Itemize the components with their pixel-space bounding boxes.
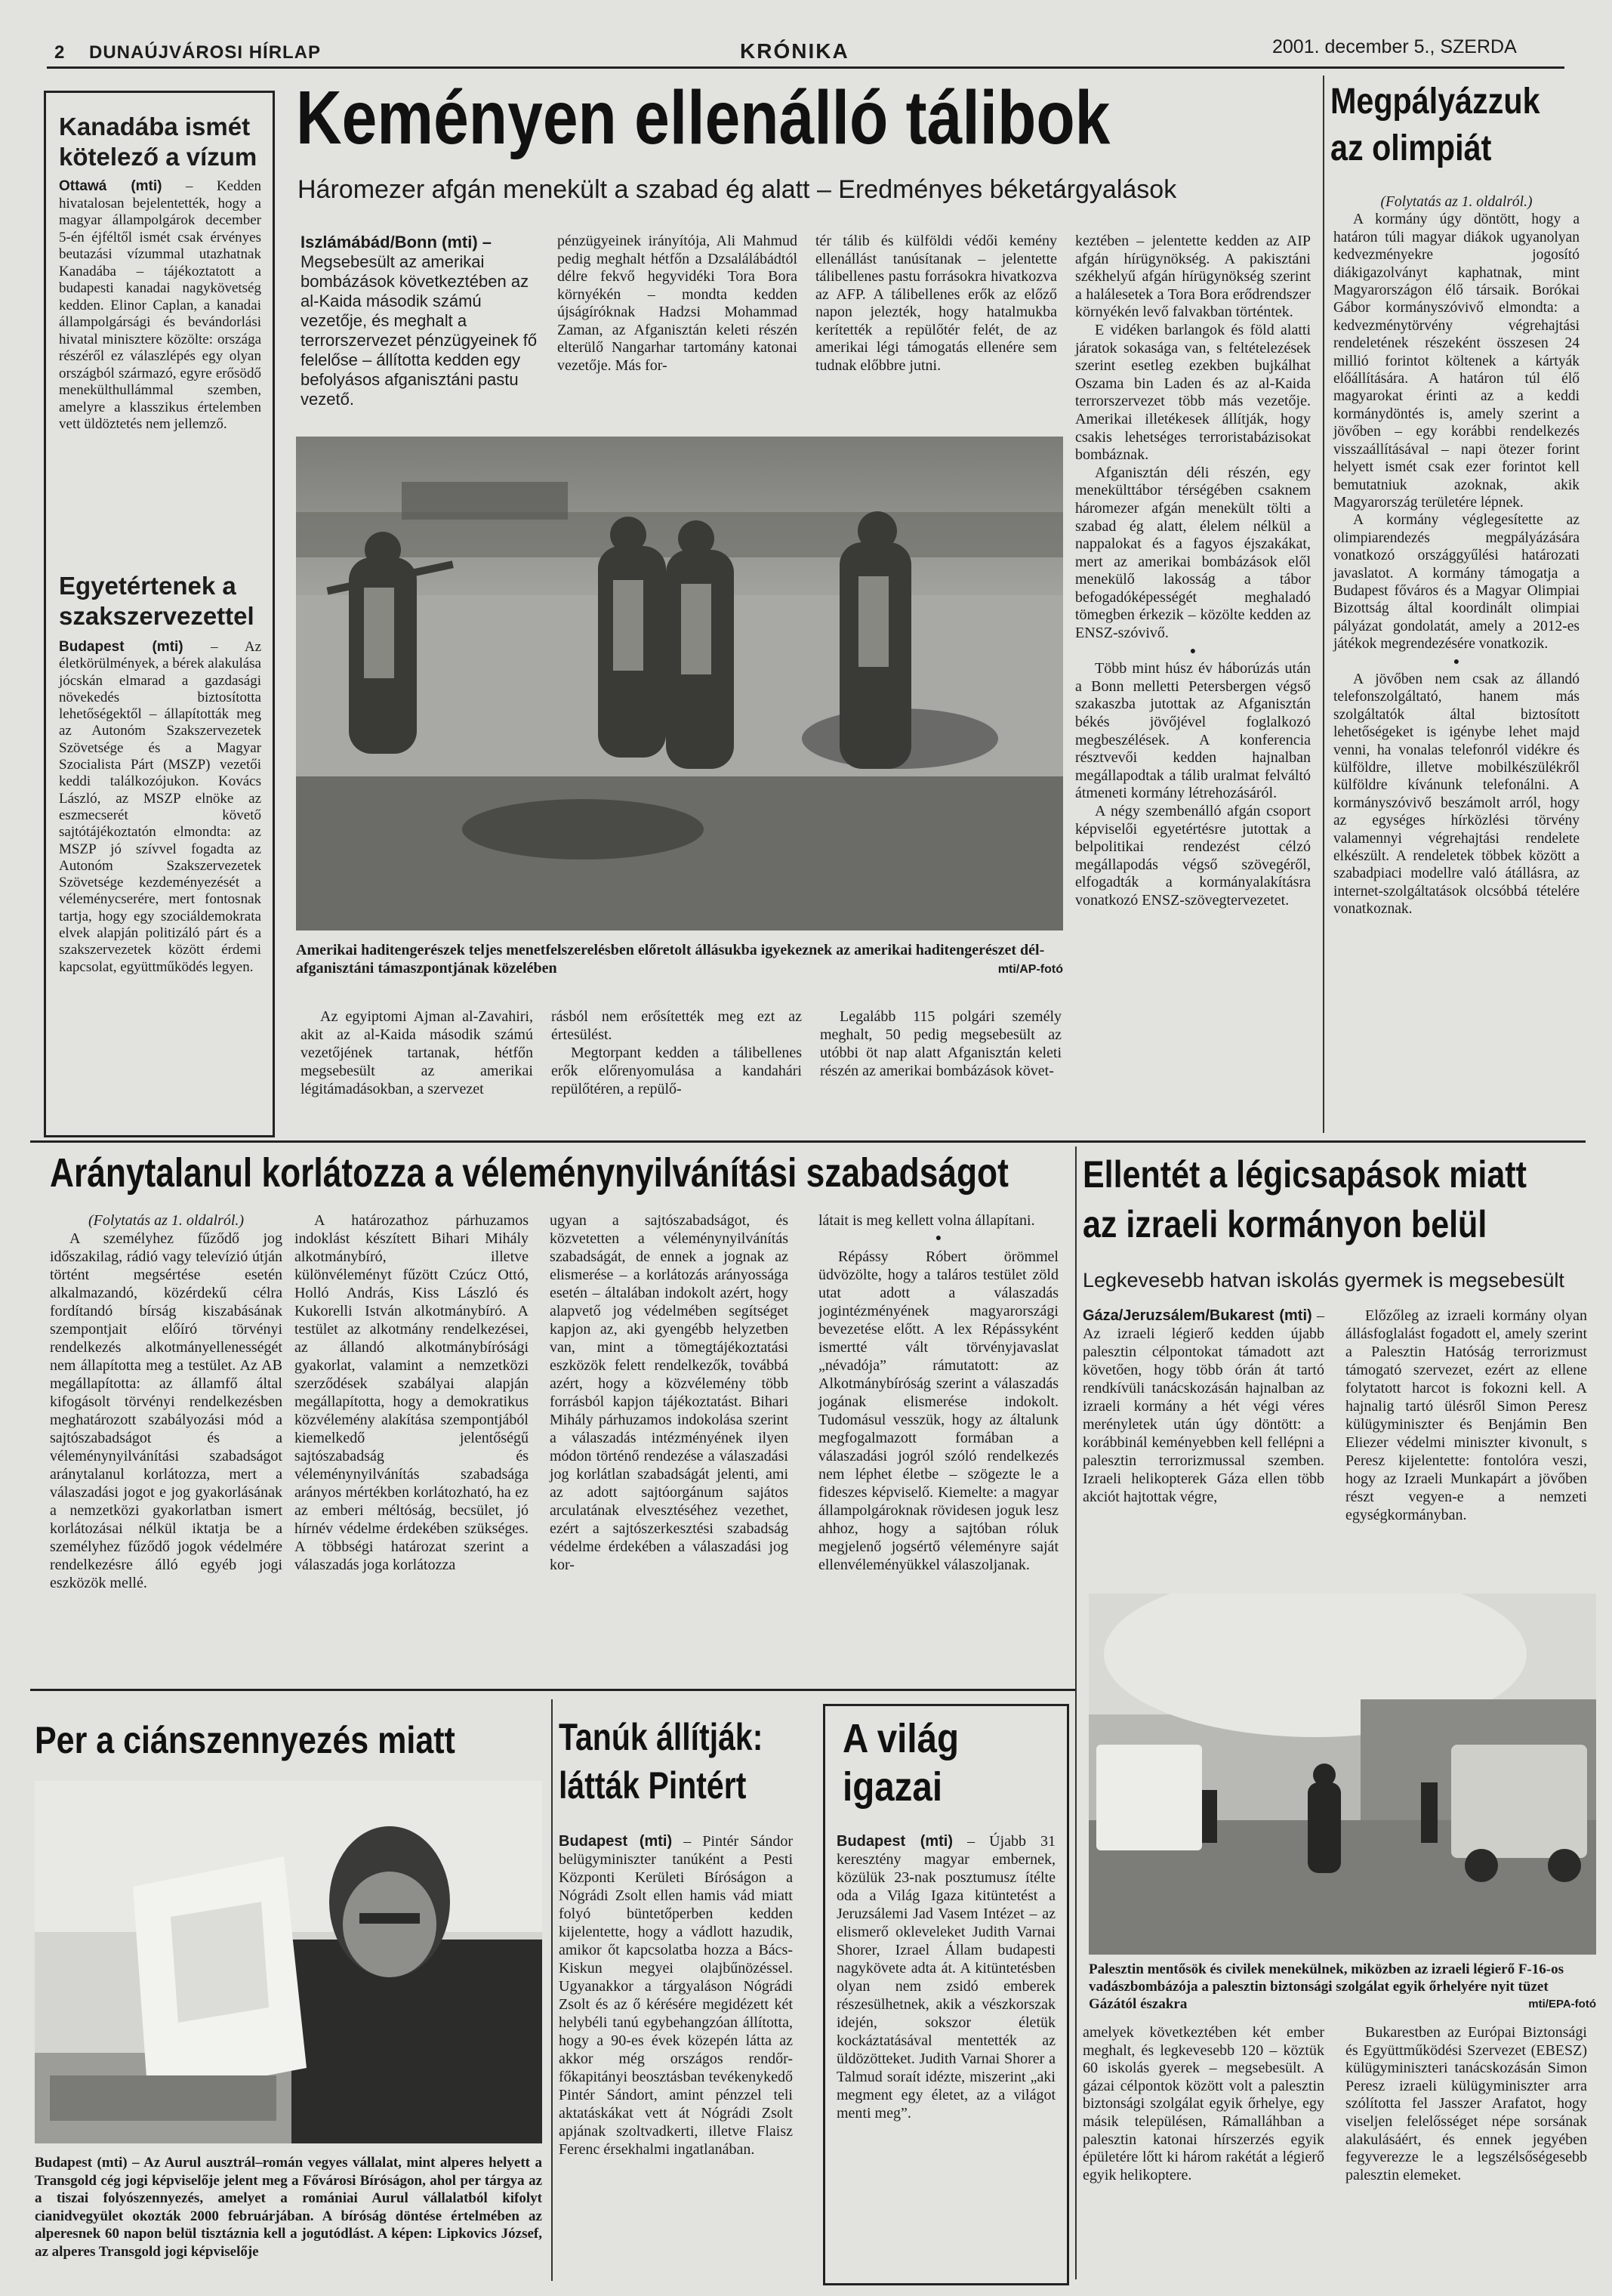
pinter-headline: Tanúk állítják: látták Pintért bbox=[559, 1716, 763, 1807]
israel-bottom-text-2: Bukarestben az Európai Biztonsági és Együttműködési Szervezet (EBESZ) külügyminiszteri tanácskozásán Simon Peresz izraeli külügyminiszter arra szólította fel Jasszer Arafatot, hogy viseljen felelősséget népe sorsának alakulásáért, és ennek jegyében fegyverezze le a legszélsőségesebb palesztin elemeket. bbox=[1345, 2024, 1587, 2183]
lead-right-text-3: Afganisztán déli részén, egy menekülttábor térségében csaknem háromezer afgán menekült tölti a szabad ég alatt, élelem nélkül a nappalokat és a fagyos éjszakákat, mert az amerikai bombázások elől menekülő lakosság a tábor befogadóképességét meghaladó tömegben érkezik – közölte kedden az ENSZ-szóvivő. bbox=[1075, 464, 1311, 642]
gaza-photo-credit: mti/EPA-fotó bbox=[1528, 1998, 1596, 2011]
speech-continued: (Folytatás az 1. oldalról.) bbox=[88, 1212, 245, 1229]
righteous-headline: A világ igazai bbox=[843, 1716, 960, 1810]
sidebar-article-union bbox=[59, 639, 261, 976]
righteous-text: – Újabb 31 keresztény magyar embernek, közülük 23-nak posztumusz ítélte oda a Világ Igaza kitüntetést a Jeruzsálemi Jad Vasem Intézet – az elismerő okleveleket Judith Varnai Shorer, Izrael Állam budapesti nagykövete adta át. A kitüntetésben olyan nem zsidó emberek részesülhetnek, akik a vészkorszak idején, sokszor életük kockáztatásával mentették az üldözötteket. Judith Varnai Shorer a Talmud soraít idézte, miszerint „aki megment egy életet, az a világot menti meg”. bbox=[837, 1833, 1056, 2122]
lead-right-text-5: A négy szembenálló afgán csoport képviselői egyetértésre jutottak a belpolitikai rendezést célzó megállapodás végső szövegéről, elfogadták a kormányalakításra vonatkozó ENSZ-szövegtervezetet. bbox=[1075, 803, 1311, 909]
israel-subheadline: Legkevesebb hatvan iskolás gyermek is megsebesült bbox=[1083, 1269, 1564, 1292]
speech-text-4b: Répássy Róbert örömmel üdvözölte, hogy a taláros testület zöld utat adott a válaszadás jogintézményének magyarországi bevezetése előtt. A lex Répássyként ismertté vált törvényjavaslat „névadója” rámutatott: az Alkotmánybíróság szerint a válaszadás jogának elismerése indokolt. Tudomásul vesszük, hogy az általunk megfogalmazott formában a válaszadási jogról szóló rendelkezés nem léphet életbe – szögezte le a fideszes képviselő. Kiemelte: a magyar állampolgároknak rövidesen joguk lesz ahhoz, hogy a sajtóban róluk megjelenő jogsértő véleményre saját ellenvéleményükkel válaszoljanak. bbox=[818, 1248, 1059, 1573]
cyanide-photo-graphic bbox=[35, 1781, 542, 2143]
olympic-headline: Megpályázzuk az olimpiát bbox=[1330, 82, 1540, 168]
marines-caption bbox=[296, 941, 1063, 979]
column-rule-olympic bbox=[1323, 76, 1324, 1133]
lead-right-text-1: keztében – jelentette kedden az AIP afgán hírügynökség. A pakisztáni székhelyű afgán hírügynökség szerint a halálesetek a Tora Bora erődrendszer környékén levő falvakban történtek. bbox=[1075, 233, 1311, 321]
marines-photo bbox=[296, 437, 1063, 930]
lead-column-3 bbox=[815, 233, 1057, 375]
lead-column-2-text: pénzügyeinek irányítója, Ali Mahmud pedig meghalt hétfőn a Dzsalálábádtól délre fekvő hegyvidéki Tora Bora környékén – mondta kedden újságíróknak Hadzsi Mohammad Zaman, az Afganisztán keleti részén elterülő Nangarhar tartomány katonai vezetője. Más for- bbox=[557, 233, 797, 374]
israel-bottom-column-1 bbox=[1083, 2024, 1324, 2184]
section-rule-2 bbox=[30, 1689, 1075, 1691]
speech-text-4a: látait is meg kellett volna állapítani. bbox=[818, 1212, 1035, 1229]
speech-column-3 bbox=[550, 1211, 788, 1574]
olympic-separator-star: ● bbox=[1453, 656, 1460, 668]
lead-intro-column bbox=[301, 233, 539, 409]
righteous-dateline: Budapest (mti) bbox=[837, 1833, 954, 1850]
olympic-text-2: A kormány véglegesítette az olimpiarendezés megpályázására vonatkozó országgyűlési határozati javaslatot. A kormány támogatja a Budapest főváros és a Magyar Olimpiai Bizottság által koordinált olimpiai pályázat gondolatát, amely a 2012-es játékok megrendezésére vonatkozik. bbox=[1333, 512, 1580, 653]
olympic-article bbox=[1333, 193, 1580, 918]
lead-bottom-text-1: Az egyiptomi Ajman al-Zavahiri, akit az al-Kaida második számú vezetőjének tartanak, hétfőn megsebesült az amerikai légitámadásokban, a szervezet bbox=[301, 1008, 533, 1097]
column-rule-pinter bbox=[551, 1699, 553, 2281]
lead-headline: Keményen ellenálló tálibok bbox=[296, 76, 1111, 160]
israel-headline: Ellentét a légicsapások miatt az izraeli kormányon belül bbox=[1083, 1153, 1527, 1245]
lead-bottom-text-3: Legalább 115 polgári személy meghalt, 50 pedig megsebesült az utóbbi öt nap alatt Afganisztán keleti részén az amerikai bombázások követ- bbox=[820, 1008, 1062, 1079]
marines-caption-text: Amerikai haditengerészek teljes menetfelszerelésben előretolt állásukba igyekeznek az amerikai haditengerészet dél-afganisztáni támaszpontjának közelében bbox=[296, 942, 1045, 977]
section-name: KRÓNIKA bbox=[740, 39, 849, 63]
israel-dateline: Gáza/Jeruzsálem/Bukarest (mti) bbox=[1083, 1307, 1312, 1324]
cyanide-caption-text: Budapest (mti) – Az Aurul ausztrál–román vegyes vállalat, mint alperes helyett a Transgold cég jogi képviselője jelent meg a Fővárosi Bíróságon, ahol per tárgya az a tiszai folyószennyezés, amelyet a romániai Aurul vállalatból kifolyt cianidvegyület okozták 2000 februárjában. A bíróság döntése értelmében az alperesnek 60 napon belül tisztáznia kell a jogutódlást. A képen: Lipkovics József, az alperes Transgold jogi képviselője bbox=[35, 2155, 542, 2260]
israel-text-2: Előzőleg az izraeli kormány olyan állásfoglalást fogadott el, amely szerint a Palesztin Hatóság terrorizmust támogató szervezet, ezért az ellene folytatott harcot is fokozni kell. A hajnalig tartó ülésről Simon Peresz külügyminiszter és Benjámin Ben Eliezer védelmi miniszter kivonult, s Peresz kijelentette: fontolóra veszi, hogy az Izraeli Munkapárt a jövőben részt vegyen-e a nemzeti egységkormányban. bbox=[1345, 1307, 1587, 1523]
sidebar-dateline-visa: Ottawá (mti) bbox=[59, 178, 162, 194]
gaza-caption bbox=[1089, 1961, 1596, 2013]
cyanide-photo bbox=[35, 1781, 542, 2143]
gaza-caption-text: Palesztin mentősök és civilek menekülnek, miközben az izraeli légierő F-16-os vadászbombázója a palesztin biztonsági szolgálat egyik őrhelyére nyit tüzet Gázától északra bbox=[1089, 1961, 1564, 2012]
sidebar-body-union: – Az életkörülmények, a bérek alakulása jócskán elmarad a gazdasági növekedés biztosította lehetőségektől – állapították meg az Autonóm Szakszervezetek Szövetsége és a Magyar Szocialista Párt (MSZP) vezetői keddi találkozójukon. Kovács László, az MSZP elnöke az eszmecserét követő sajtótájékoztatón elmondta: az MSZP jó szívvel fogadta az Autonóm Szakszervezetek Szövetsége kezdeményezését a véleménycserére, mert fontosnak tartja, hogy egy szociáldemokrata elvek alapján politizáló párt és a szakszervezetek között érdemi kapcsolat, együttműködés legyen. bbox=[59, 639, 262, 975]
speech-column-2 bbox=[294, 1211, 529, 1574]
speech-separator-star: ● bbox=[935, 1233, 942, 1244]
speech-text-1: A személyhez fűződő jog időszakilag, rádió vagy televízió útján történt megsértése esetén alkalmazandó, közérdekű célra fordítandó bírság kiszabásának szempontjait előíró törvényi rendelkezés alkotmányellenességét nem állapította meg a testület. Az AB megállapította: az államfő által kifogásolt törvényi rendelkezésben meghatározott szabályozási mód a sajtószabadságot és a véleménynyilvánítási szabadságot aránytalanul korlátozza, mert a válaszadási jogot e jog gyakorlásának a nemzetközi gyakorlatban ismert korlátozásai nélkül iktatja be a személyhez fűződő jogok védelmére rendelkezésre álló egyéb jogi eszközök mellé. bbox=[50, 1230, 282, 1591]
lead-column-3-text: tér tálib és külföldi védői kemény ellenállást tanúsítanak – jelentette tálibellenes pastu forrásokra hivatkozva az AFP. A tálibellenes erők az előző napon jelezték, hogy hatalmukba kerítették a repülőtér felét, de az amerikai légi támogatás ellenére sem tudnak előbbre jutni. bbox=[815, 233, 1057, 374]
israel-text-1: – Az izraeli légierő kedden újabb palesztin célpontokat támadott azt követően, hogy több órán át tartó rendkívüli tanácskozásán hajnalban az izraeli kormány a hét végi véres merényletek után úgy döntött: a korábbinál keményebben kell fellépni a palesztin terrorizmussal szemben. Izraeli helikopterek Gáza ellen több akciót hajtottak végre, bbox=[1083, 1307, 1324, 1505]
olympic-text-1: A kormány úgy döntött, hogy a határon túli magyar diákok ugyanolyan kedvezményekre jogosító diákigazolványt kaphatnak, mint Magyarországon élő társaik. Borókai Gábor kormányszóvivő elmondta: a kedvezménytörvény végrehajtási rendeletének részeként összesen 24 millió forintot költenek a kártyák előállítására. A határon túl élő magyarokat érinti az a keddi kormánydöntés is, amely szerint a jövőben – egy korábbi rendelkezés visszaállításával – napi ötezer forint helyett ismét csak ezer forintot kell bemutatniuk azoknak, akik Magyarország területére lépnek. bbox=[1333, 211, 1580, 511]
pinter-text: – Pintér Sándor belügyminiszter tanúként a Pesti Központi Kerületi Bíróságon a Nógrádi Zsolt ellen hamis vád miatt folyó büntetőperben kedden kijelentette, hogy a vádlott hazudik, amikor őt kapcsolatba hozza a Bács-Kiskun megyei olajbűnözéssel. Ugyanakkor a tárgyaláson Nógrádi Zsolt és az ő kérésére megidézett két helybéli tanú egybehangzóan állította, hogy a 90-es évek közepén látta az akkor még országos rendőr-főkapitányi beosztásban tevékenykedő Pintér Sándort, amint pénzzel teli aktatáskákat vett át Nógrádi Zsolt apjának szoltvadkerti, illetve Flaisz Ferenc érsekhalmi ingatlanában. bbox=[559, 1833, 793, 2158]
speech-headline: Aránytalanul korlátozza a véleménynyilvánítási szabadságot bbox=[50, 1150, 1009, 1196]
lead-bottom-text-2b: Megtorpant kedden a tálibellenes erők előrenyomulása a kandahári repülőtéren, a repülő- bbox=[551, 1045, 802, 1097]
olympic-continued: (Folytatás az 1. oldalról.) bbox=[1380, 194, 1533, 210]
lead-right-text-2: E vidéken barlangok és föld alatti járatok sokasága van, s feltételezések szerint esetleg ezekben bujkálhat Oszama bin Laden és az al-Kaida terrorszervezet több más vezetője. Amerikai illetékesek állítják, hogy csakis lehetséges terroristabázisokat bombáznak. bbox=[1075, 321, 1311, 464]
lead-right-column bbox=[1075, 233, 1311, 910]
issue-date: 2001. december 5., SZERDA bbox=[1272, 36, 1517, 57]
page-number: 2 bbox=[54, 42, 65, 63]
separator-star: ● bbox=[1189, 645, 1197, 657]
pinter-article bbox=[559, 1832, 793, 2159]
sidebar-article-visa bbox=[59, 178, 261, 434]
header-rule bbox=[47, 66, 1564, 69]
paper-name: DUNAÚJVÁROSI HÍRLAP bbox=[89, 42, 322, 63]
lead-intro-text: Megsebesült az amerikai bombázások következtében az al-Kaida második számú vezetője, és meghalt a terrorszervezet pénzügyeinek fő felelőse – állította kedden egy befolyásos afganisztáni pastu vezető. bbox=[301, 252, 538, 409]
olympic-text-3: A jövőben nem csak az állandó telefonszolgáltató, hanem más szolgáltatók által biztosított lehetőségeket is igénybe lehet majd venni, ha vonalas telefonról vidékre és külföldre, illetve mobilkészülékről külföldre kívánunk telefonálni. A kormányszóvivő beszámolt arról, hogy az egységes hírközlési törvény valamennyi végrehajtási rendelete elkészült. A rendeletek többek között a szabadpiaci modellre való átállásra, az internet-szolgáltatások olcsóbbá tételére vonatkoznak. bbox=[1333, 671, 1580, 918]
lead-column-2 bbox=[557, 233, 797, 375]
speech-column-1 bbox=[50, 1211, 282, 1592]
speech-column-4 bbox=[818, 1211, 1059, 1574]
lead-bottom-column-1 bbox=[301, 1008, 533, 1098]
pinter-dateline: Budapest (mti) bbox=[559, 1833, 673, 1850]
israel-bottom-column-2 bbox=[1345, 2024, 1587, 2184]
lead-bottom-column-3 bbox=[820, 1008, 1062, 1080]
israel-bottom-text-1: amelyek következtében két ember meghalt, és legkevesebb 120 – köztük 60 iskolás gyerek – megsebesült. A gázai célpontok között volt a palesztin biztonsági szolgálat egyik őrhelye, egy másik településen, Rámalláhban a palesztin katonai hírszerzés egyik épületére lőtt ki három rakétát a légierő egyik helikoptere. bbox=[1083, 2024, 1324, 2183]
speech-text-3: ugyan a sajtószabadságot, és közvetetten a véleménynyilvánítás szabadságát, de ennek a jognak az elismerése – a korlátozás arányossága esetén – általában indokolt azért, hogy alapvető jog védelmében segítséget kapjon az, aki gyengébb helyzetben van, mint a tömegtájékoztatási eszközök felett rendelkezők, továbbá azért, hogy a közvélemény több forrásból kapjon tájékoztatást. Bihari Mihály párhuzamos indokolása szerint a válaszadás intézményének ilyen módon történő rendezése a válaszadási jog korlátlan szabadságát jelenti, ami az adott sajtóorgánum sajátos arculatának elvesztéséhez vezethet, ezért a sajtószerkesztési szabadság védelme érdekében a válaszadási jog kor- bbox=[550, 1212, 788, 1573]
lead-right-text-4: Több mint húsz év háborúzás után a Bonn melletti Petersbergen végső szakaszba jutottak az Afganisztán békés jövőjével foglalkozó megbeszélések. A konferencia résztvevői kedden hajnalban megállapodtak a tálib uralmat felváltó átmeneti kormány létrehozásáról. bbox=[1075, 660, 1311, 802]
gaza-photo bbox=[1089, 1594, 1596, 1955]
sidebar-headline-visa: Kanadába ismét kötelező a vízum bbox=[59, 113, 257, 171]
cyanide-caption bbox=[35, 2154, 542, 2261]
sidebar-headline-union: Egyetértenek a szakszervezettel bbox=[59, 572, 254, 630]
righteous-article bbox=[837, 1832, 1056, 2122]
lead-bottom-text-2a: rásból nem erősítették meg ezt az értesülést. bbox=[551, 1008, 802, 1043]
israel-column-2 bbox=[1345, 1307, 1587, 1524]
marines-photo-credit: mti/AP-fotó bbox=[997, 963, 1063, 976]
cyanide-headline: Per a ciánszennyezés miatt bbox=[35, 1719, 455, 1761]
marines-photo-graphic bbox=[296, 437, 1063, 930]
lead-dateline: Iszlámábád/Bonn (mti) – bbox=[301, 233, 492, 252]
speech-text-2: A határozathoz párhuzamos indoklást készített Bihari Mihály alkotmánybíró, illetve különvéleményt fűzött Czúcz Ottó, Holló András, Kiss László és Kukorelli István alkotmánybíró. A testület az alkotmány rendelkezései, az állandó alkotmánybírósági gyakorlat, valamint a nemzetközi szerződések szabályai alapján megállapította, hogy a demokratikus közvélemény alakítása szempontjából kiemelkedő jelentőségű sajtószabadság és véleménynyilvánítás szabadsága arányos mértékben korlátozható, ha ez az emberi méltóság, becsület, jó hírnév védelme érdekében szükséges. A többségi határozat szerint a válaszadás joga korlátozza bbox=[294, 1212, 529, 1573]
column-rule-israel bbox=[1075, 1146, 1077, 2279]
lead-subheadline: Háromezer afgán menekült a szabad ég alatt – Eredményes béketárgyalások bbox=[297, 175, 1177, 204]
lead-bottom-column-2 bbox=[551, 1008, 802, 1098]
sidebar-dateline-union: Budapest (mti) bbox=[59, 639, 183, 655]
section-rule-1 bbox=[30, 1140, 1586, 1143]
gaza-photo-graphic bbox=[1089, 1594, 1596, 1955]
israel-column-1 bbox=[1083, 1307, 1324, 1506]
sidebar-body-visa: – Kedden hivatalosan bejelentették, hogy a magyar állampolgárok december 5-én éjféltől ismét csak érvényes beutazási vízummal utazhatnak Kanadába – tájékoztatott a budapesti kanadai nagykövetség kedden. Elinor Caplan, a kanadai állampolgársági és bevándorlási hivatal minisztere közölte: országa részéről ez válaszlépés egy olyan országból származó, egyre erősödő menekülthullámmal szemben, amelyre a klasszikus értelemben vett üldöztetés nem jellemző. bbox=[59, 178, 262, 432]
